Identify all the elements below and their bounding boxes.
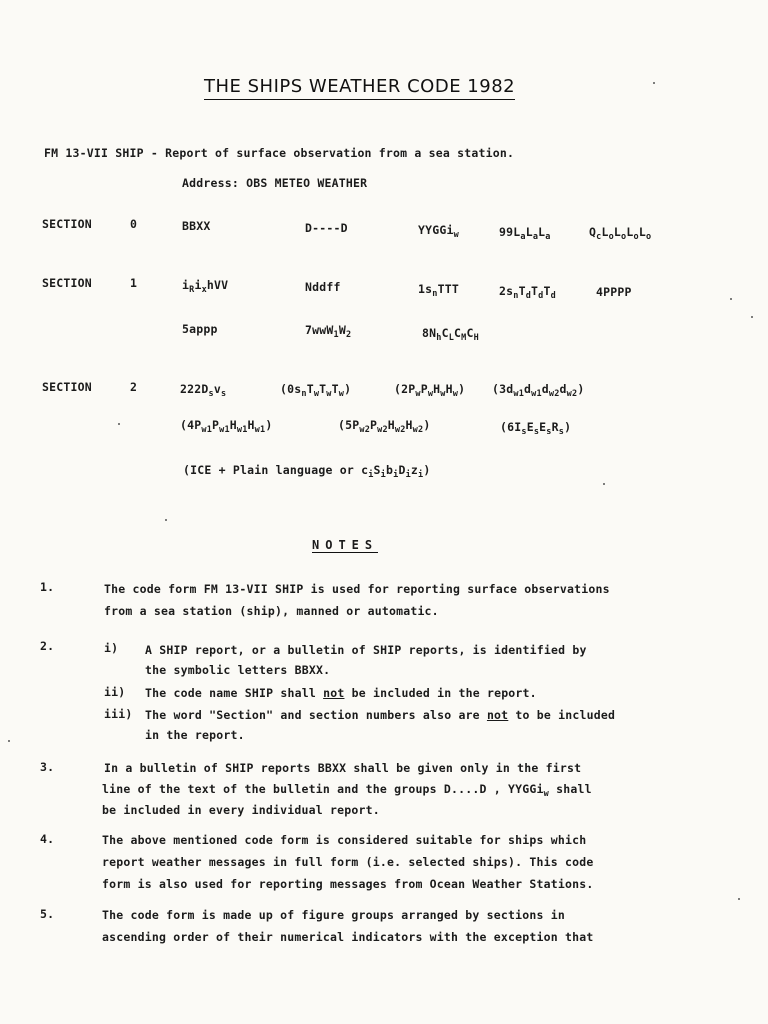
scan-speck [165,519,167,521]
group-6isesesrs: $(6I_sE_sE_sR_s)$ [500,420,572,437]
note-3-line-2-tail: shall [549,782,592,796]
group-1sttt: $1s_nTTT$ [418,282,459,299]
notes-heading: NOTES [312,538,379,552]
group-0sntwtwtw: $(0s_nT_wT_wT_w)$ [280,382,352,399]
note-3-number: 3. [40,760,55,774]
note-3-line-2: line of the text of the bulletin and the groups D....D , YYGGi$_w$ shall [102,782,592,799]
note-2-iii-not: not [486,708,509,722]
note-2-ii-marker: ii) [104,685,126,699]
group-99lala: $99L_aL_aL_a$ [499,225,551,242]
group-qclolololo: $Q_cL_oL_oL_oL_o$ [589,225,652,242]
group-222dsvs: $222D_sv_s$ [180,382,227,399]
group-8nhclcmch: $8N_hC_LC_MC_H$ [422,326,479,343]
note-2-iii-line-2: in the report. [145,728,245,742]
section-0-number: 0 [130,217,138,231]
note-2-i-marker: i) [104,641,119,655]
group-2pwpwhwhw: $(2P_wP_wH_wH_w)$ [394,382,466,399]
group-2sntdtdtd: $2s_nT_dT_dT_d$ [499,284,556,301]
note-2-i-line-2: the symbolic letters BBXX. [145,663,331,677]
note-2-iii-text-a: The word "Section" and section numbers also are [145,708,487,722]
note-4-line-3: form is also used for reporting messages from Ocean Weather Stations. [102,877,594,891]
note-2-ii-line [145,686,537,700]
note-2-iii-text-b: to be included [508,708,616,722]
note-2-ii-text-b: be included in the report. [344,686,537,700]
section-2-label: SECTION [42,380,92,394]
section-2-number: 2 [130,380,138,394]
note-2-i-line-1: A SHIP report, or a bulletin of SHIP reports, is identified by [145,643,587,657]
note-4-line-2: report weather messages in full form (i.e. selected ships). This code [102,855,594,869]
scan-speck [603,483,605,485]
group-5pw2: $(5P_{w2}P_{w2}H_{w2}H_{w2})$ [338,418,431,435]
note-4-number: 4. [40,832,55,846]
note-2-iii-line-1 [145,708,615,722]
group-7wwww: $7wwW_1W_2$ [305,323,352,340]
note-2-ii-not: not [323,686,345,700]
ice-line-text: (ICE + Plain language or c [183,463,369,477]
scan-speck [653,82,655,84]
group-irixhvv: $i_Ri_xhVV$ [182,278,229,295]
section-0-label: SECTION [42,217,92,231]
note-2-ii-text-a: The code name SHIP shall [145,686,324,700]
scan-speck [738,898,740,900]
section-1-label: SECTION [42,276,92,290]
group-bbxx: BBXX [182,219,211,233]
group-d-d: D----D [305,221,348,235]
header-line: FM 13-VII SHIP - Report of surface observation from a sea station. [44,146,515,160]
group-nddff: Nddff [305,280,341,294]
note-1-line-2: from a sea station (ship), manned or automatic. [104,604,439,618]
scan-speck [8,740,10,742]
note-5-line-1: The code form is made up of figure groups arranged by sections in [102,908,566,922]
address-line: Address: OBS METEO WEATHER [182,176,368,190]
document-title: THE SHIPS WEATHER CODE 1982 [204,76,515,100]
note-2-iii-marker: iii) [104,707,133,721]
group-5appp: 5appp [182,322,218,336]
group-4pppp: 4PPPP [596,285,632,299]
scan-speck [730,298,732,300]
group-yyggi: YYGGi$_w$ [418,223,459,240]
ice-plain-language-line: (ICE + Plain language or $c_iS_ib_iD_iz_i$) [183,463,431,480]
note-2-number: 2. [40,639,55,653]
section-1-number: 1 [130,276,138,290]
note-5-line-2: ascending order of their numerical indicators with the exception that [102,930,594,944]
scan-speck [751,316,753,318]
group-3dw1dw1dw2dw2: $(3d_{w1}d_{w1}d_{w2}d_{w2})$ [492,382,585,399]
note-3-line-2-text: line of the text of the bulletin and the groups D....D , YYGGi [102,782,544,796]
note-1-line-1: The code form FM 13-VII SHIP is used for reporting surface observations [104,582,610,596]
note-1-number: 1. [40,580,55,594]
note-3-line-1: In a bulletin of SHIP reports BBXX shall be given only in the first [104,761,582,775]
note-3-line-3: be included in every individual report. [102,803,380,817]
scan-speck [118,423,120,425]
note-4-line-1: The above mentioned code form is considered suitable for ships which [102,833,587,847]
group-4pw1: $(4P_{w1}P_{w1}H_{w1}H_{w1})$ [180,418,273,435]
note-5-number: 5. [40,907,55,921]
